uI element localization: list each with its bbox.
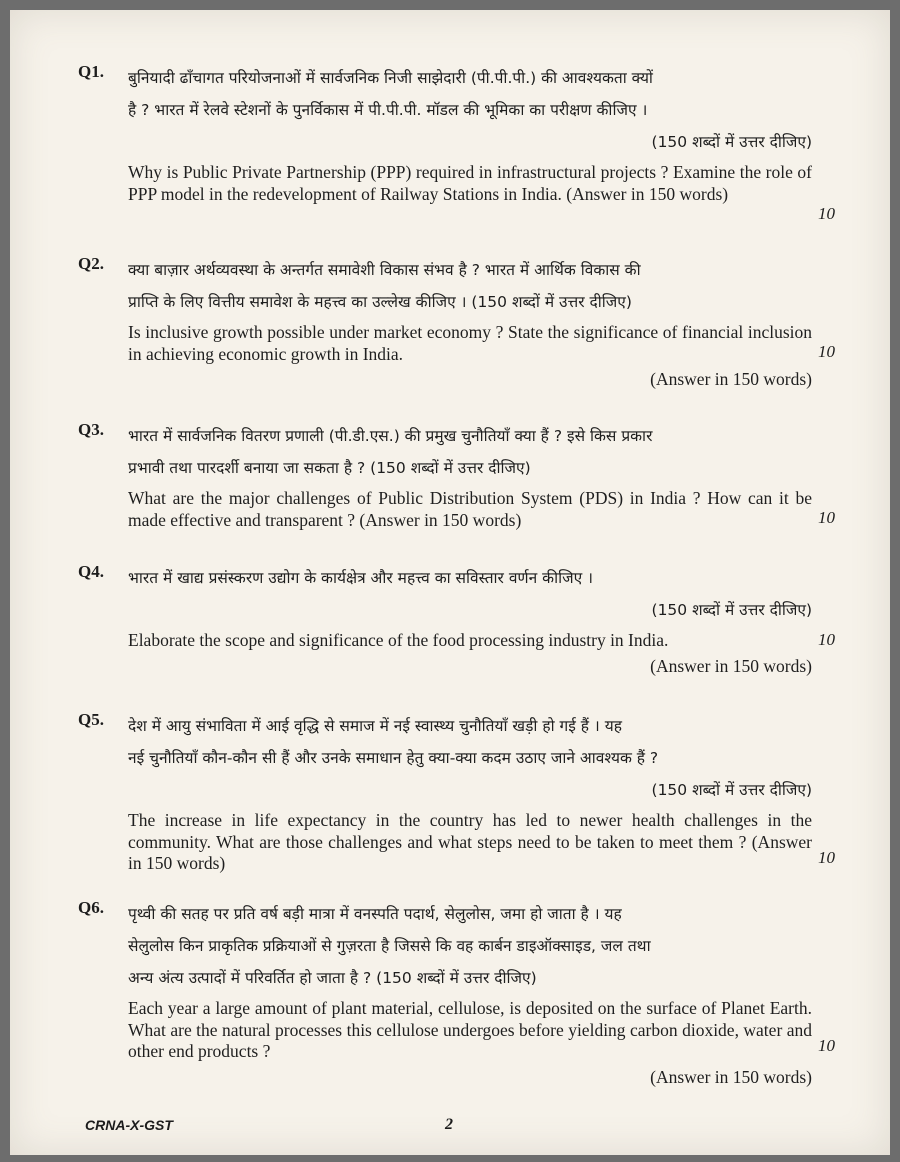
hindi-line: प्राप्ति के लिए वित्तीय समावेश के महत्त्व का उल्लेख कीजिए । (150 शब्दों में उत्तर दीजिए) [128,293,632,311]
question-body [128,562,812,677]
question-number: Q4. [78,562,104,581]
question-body [128,254,812,391]
question-number: Q1. [78,62,104,81]
hindi-line: देश में आयु संभाविता में आई वृद्धि से समाज में नई स्वास्थ्य चुनौतियाँ खड़ी हो गई हैं । यह [128,717,622,735]
english-word-limit: (Answer in 150 words) [650,655,812,676]
hindi-word-limit: (150 शब्दों में उत्तर दीजिए) [651,133,812,151]
english-question: Elaborate the scope and significance of the food processing industry in India. [128,630,669,650]
english-question: What are the major challenges of Public Distribution System (PDS) in India ? How can it be made effective and transparent ? (Answer in 150 words) [128,488,812,530]
hindi-word-limit: (150 शब्दों में उत्तर दीजिए) [651,601,812,619]
english-question: Why is Public Private Partnership (PPP) required in infrastructural projects ? Examine the role of PPP model in the redevelopment of Railway Stations in India. (Answer in 150 words) [128,162,812,204]
hindi-line: क्या बाज़ार अर्थव्यवस्था के अन्तर्गत समावेशी विकास संभव है ? भारत में आर्थिक विकास की [128,261,641,279]
hindi-line: पृथ्वी की सतह पर प्रति वर्ष बड़ी मात्रा में वनस्पति पदार्थ, सेलुलोस, जमा हो जाता है । यह [128,905,622,923]
marks: 10 [818,1036,835,1055]
english-question: Is inclusive growth possible under market economy ? State the significance of financial inclusion in achieving economic growth in India. [128,322,812,364]
english-question: The increase in life expectancy in the country has led to newer health challenges in the community. What are those challenges and what steps need to be taken to meet them ? (Answer in 150 words) [128,810,812,873]
hindi-line: भारत में खाद्य प्रसंस्करण उद्योग के कार्यक्षेत्र और महत्त्व का सविस्तार वर्णन कीजिए । [128,569,593,587]
page-number: 2 [445,1116,453,1133]
hindi-line: अन्य अंत्य उत्पादों में परिवर्तित हो जाता है ? (150 शब्दों में उत्तर दीजिए) [128,969,537,987]
marks: 10 [818,342,835,361]
hindi-line: प्रभावी तथा पारदर्शी बनाया जा सकता है ? (150 शब्दों में उत्तर दीजिए) [128,459,531,477]
hindi-word-limit: (150 शब्दों में उत्तर दीजिए) [651,781,812,799]
question-body [128,898,812,1088]
paper-code: CRNA-X-GST [85,1117,173,1133]
question-number: Q3. [78,420,104,439]
hindi-line: सेलुलोस किन प्राकृतिक प्रक्रियाओं से गुज़रता है जिससे कि वह कार्बन डाइऑक्साइड, जल तथा [128,937,651,955]
english-word-limit: (Answer in 150 words) [650,369,812,389]
english-word-limit: (Answer in 150 words) [650,1066,812,1087]
question-body [128,62,812,205]
marks: 10 [818,630,835,649]
question-body [128,420,812,531]
hindi-line: बुनियादी ढाँचागत परियोजनाओं में सार्वजनिक निजी साझेदारी (पी.पी.पी.) की आवश्यकता क्यों [128,69,653,87]
question-number: Q6. [78,898,104,917]
question-number: Q2. [78,254,104,273]
question-body [128,710,812,875]
marks: 10 [818,204,835,223]
marks: 10 [818,848,835,867]
marks: 10 [818,508,835,527]
question-number: Q5. [78,710,104,729]
hindi-line: भारत में सार्वजनिक वितरण प्रणाली (पी.डी.एस.) की प्रमुख चुनौतियाँ क्या हैं ? इसे किस प्रकार [128,427,653,445]
hindi-line: नई चुनौतियाँ कौन-कौन सी हैं और उनके समाधान हेतु क्या-क्या कदम उठाए जाने आवश्यक हैं ? [128,749,659,767]
english-question: Each year a large amount of plant material, cellulose, is deposited on the surface of Planet Earth. What are the natural processes this cellulose undergoes before yielding carbon dioxide, water and other end products ? [128,998,812,1061]
hindi-line: है ? भारत में रेलवे स्टेशनों के पुनर्विकास में पी.पी.पी. मॉडल की भूमिका का परीक्षण कीजिए । [128,101,648,119]
